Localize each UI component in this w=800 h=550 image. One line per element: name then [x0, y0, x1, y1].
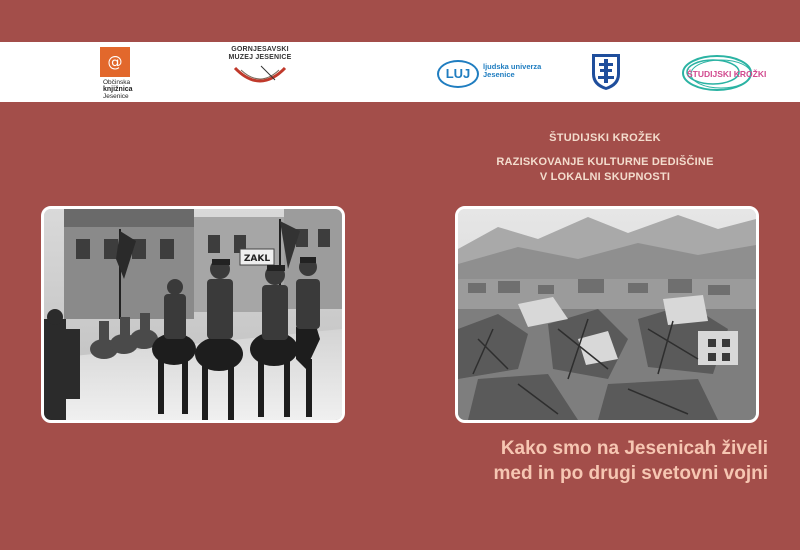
library-logo [97, 47, 167, 101]
luj-logo [437, 58, 557, 92]
parade-sign-text: ZAKL [243, 254, 271, 264]
historic-parade-photo [41, 206, 345, 423]
museum-arc-icon [231, 64, 289, 86]
kicker-heading: ŠTUDIJSKI KROŽEK [549, 132, 661, 144]
luj-logo-mark: LUJ [437, 60, 479, 88]
subtitle-line-2: V LOKALNI SKUPNOSTI [539, 171, 671, 183]
cross-shield-icon [590, 52, 622, 92]
museum-logo-line2: MUZEJ JESENICE [228, 54, 292, 61]
studijski-krozki-logo [677, 50, 767, 96]
luj-logo-text: ljudska univerza Jesenice [483, 62, 542, 79]
museum-logo [222, 46, 298, 100]
library-logo-mark: @ [100, 47, 130, 77]
library-logo-text: Občinska knjižnica Jesenice [103, 79, 133, 100]
main-title-line-2: med in po drugi svetovni vojni [493, 463, 768, 484]
main-title [420, 436, 768, 486]
subtitle-heading [440, 155, 770, 185]
museum-logo-line1: GORNJESAVSKI [231, 46, 289, 53]
logo-bar [0, 42, 800, 102]
studijski-krozki-text: ŠTUDIJSKI KROŽKI [687, 69, 767, 79]
bombed-town-photo [455, 206, 759, 423]
main-title-line-1: Kako smo na Jesenicah živeli [500, 438, 768, 459]
subtitle-line-1: RAZISKOVANJE KULTURNE DEDIŠČINE [496, 156, 714, 168]
top-margin [0, 0, 800, 42]
